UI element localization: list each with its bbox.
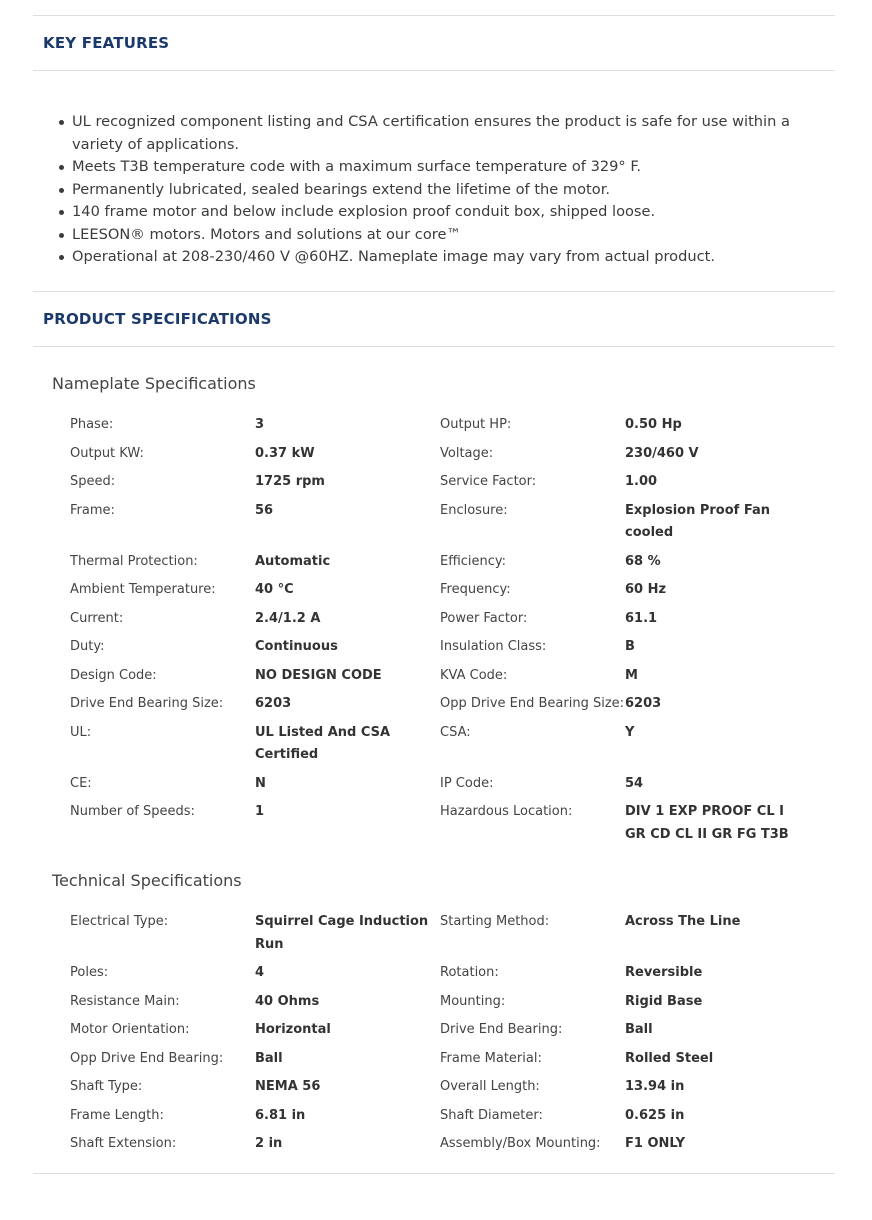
table-row	[70, 1045, 830, 1074]
spec-label: KVA Code:	[440, 667, 508, 683]
spec-label: Enclosure:	[440, 502, 508, 518]
spec-label: Voltage:	[440, 445, 494, 461]
spec-value: Rigid Base	[625, 993, 703, 1009]
table-row	[70, 1102, 830, 1131]
table-row	[70, 662, 830, 691]
list-item: Permanently lubricated, sealed bearings extend the lifetime of the motor.	[56, 179, 826, 202]
table-row	[70, 988, 830, 1017]
spec-label: Shaft Extension:	[70, 1136, 177, 1151]
divider	[33, 1173, 835, 1174]
list-item: Operational at 208-230/460 V @60HZ. Nameplate image may vary from actual product.	[56, 246, 826, 269]
table-row	[70, 633, 830, 662]
spec-value: 2.4/1.2 A	[255, 610, 321, 626]
spec-value: Ball	[255, 1050, 283, 1066]
spec-label: Phase:	[70, 417, 114, 432]
table-row	[70, 1130, 830, 1159]
spec-value: DIV 1 EXP PROOF CL I GR CD CL II GR FG T3B	[625, 804, 789, 842]
spec-value: 230/460 V	[625, 445, 699, 461]
spec-value: F1 ONLY	[625, 1136, 686, 1151]
table-row	[70, 497, 830, 548]
spec-label: Frame Length:	[70, 1107, 164, 1123]
spec-label: CSA:	[440, 724, 471, 740]
spec-value: B	[625, 639, 635, 654]
spec-label: Drive End Bearing:	[440, 1022, 563, 1037]
table-row	[70, 1073, 830, 1102]
table-row	[70, 548, 830, 577]
table-row	[70, 959, 830, 988]
spec-label: Service Factor:	[440, 474, 537, 489]
table-row	[70, 1016, 830, 1045]
spec-label: Speed:	[70, 474, 116, 489]
spec-label: Number of Speeds:	[70, 804, 195, 819]
spec-value: M	[625, 667, 638, 683]
spec-label: Motor Orientation:	[70, 1022, 190, 1037]
nameplate-specifications-heading: Nameplate Specifications	[52, 374, 256, 393]
divider	[33, 346, 835, 347]
table-row	[70, 690, 830, 719]
spec-label: Insulation Class:	[440, 639, 547, 654]
spec-label: Starting Method:	[440, 914, 550, 929]
spec-value: 0.625 in	[625, 1107, 685, 1123]
table-row	[70, 411, 830, 440]
list-item: Meets T3B temperature code with a maximum surface temperature of 329° F.	[56, 156, 826, 179]
spec-value: Explosion Proof Fan cooled	[625, 502, 770, 540]
spec-value: NEMA 56	[255, 1079, 321, 1094]
table-row	[70, 719, 830, 770]
spec-value: Rolled Steel	[625, 1050, 714, 1066]
spec-value: Horizontal	[255, 1022, 331, 1037]
spec-value: Continuous	[255, 639, 338, 654]
table-row	[70, 605, 830, 634]
spec-value: 3	[255, 417, 265, 432]
technical-specifications-table	[70, 908, 830, 1159]
spec-label: Shaft Diameter:	[440, 1107, 543, 1123]
spec-value: NO DESIGN CODE	[255, 667, 382, 683]
table-row	[70, 798, 830, 849]
spec-value: Automatic	[255, 553, 331, 569]
spec-value: 68 %	[625, 553, 661, 569]
spec-label: UL:	[70, 724, 92, 740]
spec-value: 56	[255, 502, 274, 518]
spec-label: Shaft Type:	[70, 1079, 143, 1094]
spec-value: 1.00	[625, 474, 658, 489]
spec-value: 60 Hz	[625, 582, 667, 597]
table-row	[70, 576, 830, 605]
table-row	[70, 908, 830, 959]
spec-value: Reversible	[625, 965, 703, 980]
divider	[33, 291, 835, 292]
table-row	[70, 468, 830, 497]
key-features-heading[interactable]: KEY FEATURES	[43, 34, 170, 52]
spec-label: Opp Drive End Bearing:	[70, 1050, 224, 1066]
divider	[33, 15, 835, 16]
spec-value: Across The Line	[625, 914, 741, 929]
spec-value: Squirrel Cage Induction Run	[255, 914, 429, 952]
spec-label: Frame:	[70, 502, 115, 518]
technical-specifications-heading: Technical Specifications	[52, 871, 242, 890]
spec-label: Frequency:	[440, 582, 511, 597]
list-item: 140 frame motor and below include explosion proof conduit box, shipped loose.	[56, 201, 826, 224]
spec-value: 40 Ohms	[255, 993, 320, 1009]
spec-label: Overall Length:	[440, 1079, 540, 1094]
spec-value: 1	[255, 804, 265, 819]
spec-label: Mounting:	[440, 993, 506, 1009]
spec-value: Ball	[625, 1022, 653, 1037]
spec-label: Current:	[70, 610, 124, 626]
spec-value: 6203	[255, 696, 292, 711]
list-item: UL recognized component listing and CSA certification ensures the product is safe for use within a variety of applications.	[56, 111, 826, 156]
divider	[33, 70, 835, 71]
spec-label: Design Code:	[70, 667, 157, 683]
spec-label: Assembly/Box Mounting:	[440, 1136, 601, 1151]
spec-label: Rotation:	[440, 965, 499, 980]
spec-label: Efficiency:	[440, 553, 507, 569]
spec-label: Thermal Protection:	[70, 553, 198, 569]
spec-label: Electrical Type:	[70, 914, 169, 929]
spec-label: Hazardous Location:	[440, 804, 573, 819]
spec-label: Power Factor:	[440, 610, 528, 626]
spec-label: Frame Material:	[440, 1050, 542, 1066]
spec-value: 6.81 in	[255, 1107, 306, 1123]
table-row	[70, 770, 830, 799]
spec-label: IP Code:	[440, 775, 494, 791]
spec-label: Poles:	[70, 965, 109, 980]
spec-value: 61.1	[625, 610, 658, 626]
spec-value: 4	[255, 965, 265, 980]
spec-label: Resistance Main:	[70, 993, 180, 1009]
spec-value: Y	[625, 724, 635, 740]
spec-value: N	[255, 775, 266, 791]
spec-value: 2 in	[255, 1136, 283, 1151]
spec-label: Duty:	[70, 639, 105, 654]
key-features-list	[56, 111, 826, 269]
spec-value: 1725 rpm	[255, 474, 325, 489]
spec-label: Drive End Bearing Size:	[70, 696, 224, 711]
list-item: LEESON® motors. Motors and solutions at our core™	[56, 224, 826, 247]
spec-label: Output KW:	[70, 445, 144, 461]
spec-label: Output HP:	[440, 417, 512, 432]
spec-label: Ambient Temperature:	[70, 582, 216, 597]
spec-value: 54	[625, 775, 644, 791]
spec-label: CE:	[70, 775, 92, 791]
spec-value: 0.37 kW	[255, 445, 315, 461]
spec-value: 13.94 in	[625, 1079, 685, 1094]
spec-label: Opp Drive End Bearing Size:	[440, 696, 625, 711]
spec-value: 6203	[625, 696, 662, 711]
spec-value: UL Listed And CSA Certified	[255, 724, 391, 762]
product-specifications-heading[interactable]: PRODUCT SPECIFICATIONS	[43, 310, 272, 328]
spec-value: 40 °C	[255, 582, 294, 597]
spec-value: 0.50 Hp	[625, 417, 682, 432]
nameplate-specifications-table	[70, 411, 830, 849]
table-row	[70, 440, 830, 469]
